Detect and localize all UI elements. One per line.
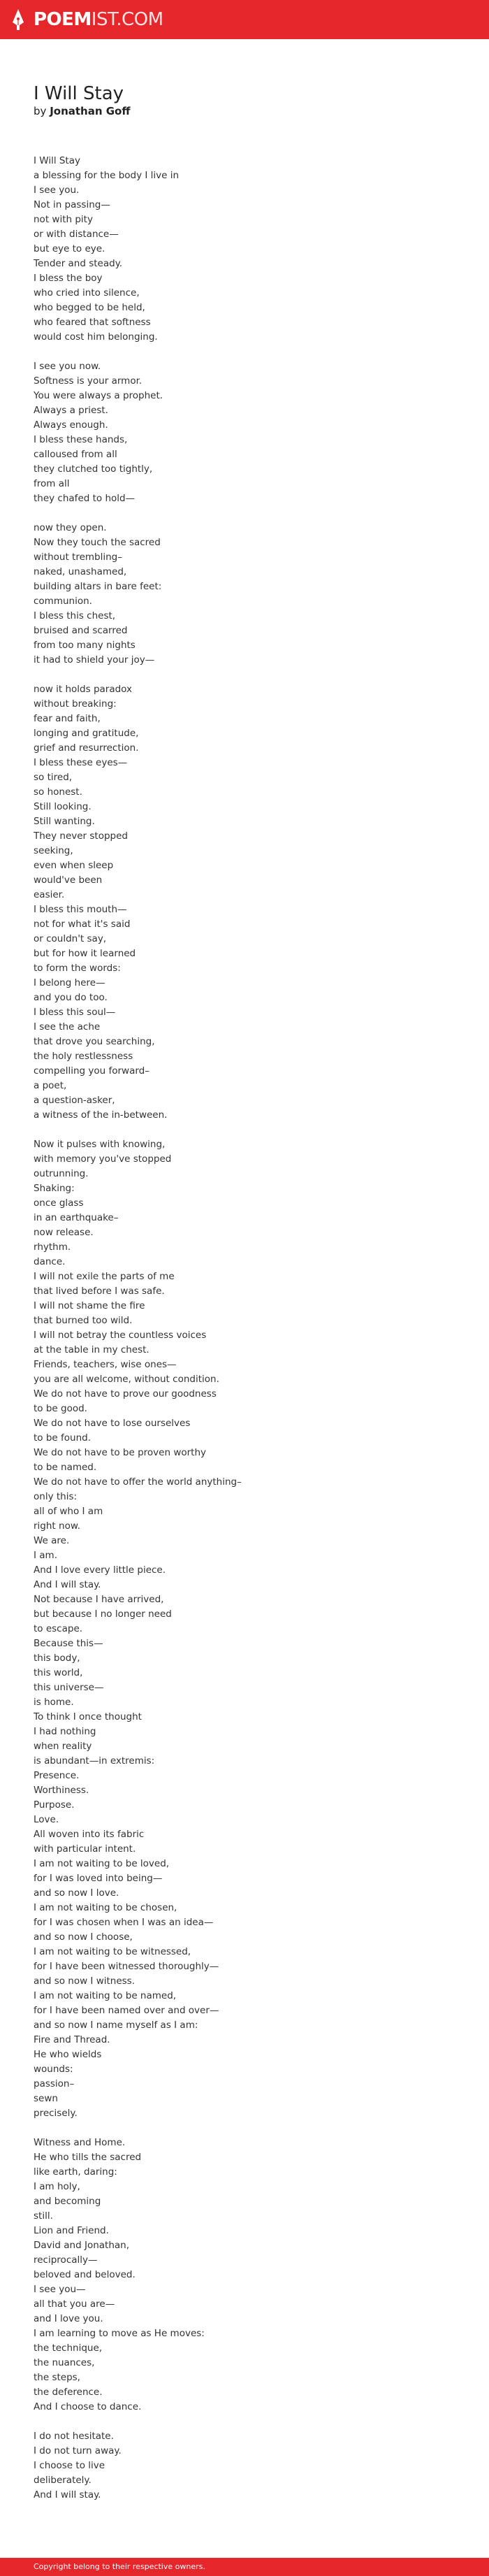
poem-line: I see you— (34, 2284, 86, 2295)
poem-line: easier. (34, 889, 65, 900)
poem-line: for I was loved into being— (34, 1873, 163, 1884)
poem-line: the nuances, (34, 2357, 95, 2368)
poem-line: Always enough. (34, 419, 108, 431)
pen-nib-icon (11, 8, 25, 31)
poem-line: I bless this mouth— (34, 904, 127, 915)
poem-line: I had nothing (34, 1726, 96, 1737)
poem-line: who feared that softness (34, 317, 151, 328)
poem-line: in an earthquake– (34, 1212, 119, 1223)
poem-line: To think I once thought (34, 1711, 142, 1722)
poem-byline (34, 104, 131, 118)
poem-line: All woven into its fabric (34, 1829, 145, 1840)
poem-line: still. (34, 2210, 53, 2222)
poem-line: this universe— (34, 1682, 104, 1693)
poem-title: I Will Stay (34, 83, 124, 104)
poem-line: who cried into silence, (34, 287, 140, 298)
poem-line: longing and gratitude, (34, 728, 139, 739)
poem-line: I see you now. (34, 361, 101, 372)
poem-line: right now. (34, 1520, 80, 1532)
poem-line: I will not shame the fire (34, 1300, 145, 1311)
poem-stanza (34, 359, 453, 506)
poem-line: rhythm. (34, 1242, 71, 1253)
poem-stanza (34, 521, 453, 668)
poem-line: once glass (34, 1197, 84, 1209)
poem-line: that burned too wild. (34, 1315, 133, 1326)
poem-line: and I love you. (34, 2313, 103, 2324)
poem-line: Lion and Friend. (34, 2225, 109, 2236)
site-header (0, 0, 489, 39)
poem-line: communion. (34, 596, 92, 607)
poem-line: Now they touch the sacred (34, 537, 161, 548)
poem-line: even when sleep (34, 860, 114, 871)
poem-line: We are. (34, 1535, 70, 1546)
poem-line: the technique, (34, 2343, 103, 2354)
poem-line: Still looking. (34, 801, 92, 812)
poem-line: I am holy, (34, 2181, 80, 2192)
poem-line: I see the ache (34, 1021, 101, 1032)
poem-line: I am learning to move as He moves: (34, 2328, 205, 2339)
poem-line: beloved and beloved. (34, 2269, 136, 2280)
poem-line: Not because I have arrived, (34, 1594, 164, 1605)
poem-line: I belong here— (34, 977, 105, 988)
poem-line: with particular intent. (34, 1843, 136, 1855)
poem-line: like earth, daring: (34, 2166, 117, 2178)
poem-line: I bless this chest, (34, 610, 116, 621)
logo-strong-text: POEM (34, 9, 92, 30)
poem-line: the steps, (34, 2372, 80, 2383)
poem-line: is home. (34, 1697, 74, 1708)
site-logo-text (34, 10, 163, 29)
byline-prefix: by (34, 105, 47, 117)
poem-line: I choose to live (34, 2460, 105, 2471)
poem-line: I am not waiting to be named, (34, 1990, 177, 2001)
poem-line: when reality (34, 1741, 92, 1752)
poem-line: and so now I choose, (34, 1931, 133, 1943)
poem-line: not for what it's said (34, 919, 131, 930)
poem-stanza (34, 2136, 453, 2415)
poem-line: this body, (34, 1653, 80, 1664)
poem-line: grief and resurrection. (34, 742, 139, 754)
poem-line: I bless these eyes— (34, 757, 128, 768)
poem-line: Fire and Thread. (34, 2034, 110, 2045)
poem-line: He who wields (34, 2049, 102, 2060)
poem-line: the holy restlessness (34, 1051, 133, 1062)
poem-line: Purpose. (34, 1799, 75, 1811)
poem-line: You were always a prophet. (34, 390, 163, 401)
poem-body (34, 154, 453, 2517)
poem-line: not with pity (34, 214, 93, 225)
poem-line: a blessing for the body I live in (34, 170, 180, 181)
poem-line: Always a priest. (34, 405, 108, 416)
poem-line: Still wanting. (34, 816, 95, 827)
site-logo-link[interactable] (11, 0, 163, 39)
poem-line: They never stopped (34, 830, 128, 842)
poem-line: bruised and scarred (34, 625, 128, 636)
poem-line: calloused from all (34, 449, 117, 460)
poem-line: deliberately. (34, 2475, 92, 2486)
poem-line: Not in passing— (34, 199, 110, 210)
poem-line: Shaking: (34, 1183, 75, 1194)
poem-line: wounds: (34, 2064, 73, 2075)
poem-line: Presence. (34, 1770, 80, 1781)
poem-line: to be named. (34, 1462, 97, 1473)
poem-line: Witness and Home. (34, 2137, 126, 2148)
poem-line: I will not betray the countless voices (34, 1330, 207, 1341)
poem-line: Now it pulses with knowing, (34, 1139, 166, 1150)
poem-line: a witness of the in-between. (34, 1109, 168, 1121)
poem-line: We do not have to offer the world anything– (34, 1476, 242, 1488)
poem-line: to be good. (34, 1403, 87, 1414)
poem-line: for I have been named over and over— (34, 2005, 219, 2016)
poem-line: And I choose to dance. (34, 2401, 142, 2412)
poem-line: I do not turn away. (34, 2445, 122, 2456)
poem-line: I Will Stay (34, 155, 80, 166)
poem-line: And I will stay. (34, 2489, 101, 2501)
poem-line: I am not waiting to be loved, (34, 1858, 170, 1869)
poem-line: to escape. (34, 1623, 83, 1634)
poem-line: without trembling– (34, 552, 122, 563)
poem-line: now they open. (34, 522, 107, 533)
poem-line: now it holds paradox (34, 684, 133, 695)
poem-line: and so now I name myself as I am: (34, 2020, 198, 2031)
poem-line: it had to shield your joy— (34, 654, 155, 665)
poem-line: I bless these hands, (34, 434, 128, 445)
poem-line: Softness is your armor. (34, 375, 143, 387)
poem-line: so honest. (34, 786, 82, 798)
poem-line: at the table in my chest. (34, 1344, 149, 1355)
poem-line: this world, (34, 1667, 83, 1678)
poem-line: but eye to eye. (34, 243, 105, 254)
poem-line: dance. (34, 1256, 66, 1267)
poem-line: compelling you forward– (34, 1065, 149, 1077)
poem-line: He who tills the sacred (34, 2152, 142, 2163)
poem-line: I see you. (34, 185, 80, 196)
poem-line: fear and faith, (34, 713, 101, 724)
poem-line: Tender and steady. (34, 258, 123, 269)
poem-line: or couldn't say, (34, 933, 107, 944)
author-link[interactable]: Jonathan Goff (50, 105, 131, 117)
poem-line: to form the words: (34, 963, 121, 974)
poem-line: passion– (34, 2078, 75, 2089)
poem-line: precisely. (34, 2108, 78, 2119)
poem-line: outrunning. (34, 1168, 89, 1179)
poem-line: reciprocally— (34, 2254, 98, 2266)
poem-line: all of who I am (34, 1506, 103, 1517)
poem-stanza (34, 154, 453, 345)
poem-line: And I love every little piece. (34, 1564, 166, 1576)
poem-line: but because I no longer need (34, 1609, 172, 1620)
poem-line: We do not have to be proven worthy (34, 1447, 207, 1458)
poem-line: only this: (34, 1491, 78, 1502)
poem-line: from too many nights (34, 640, 136, 651)
poem-line: but for how it learned (34, 948, 136, 959)
poem-stanza (34, 2429, 453, 2503)
poem-line: And I will stay. (34, 1579, 101, 1590)
poem-line: so tired, (34, 772, 73, 783)
poem-line: now release. (34, 1227, 94, 1238)
poem-line: or with distance— (34, 229, 119, 240)
poem-line: I do not hesitate. (34, 2431, 114, 2442)
poem-line: a question-asker, (34, 1095, 115, 1106)
poem-line: from all (34, 478, 70, 489)
poem-line: I bless the boy (34, 273, 103, 284)
poem-line: would cost him belonging. (34, 331, 158, 343)
poem-line: I am not waiting to be witnessed, (34, 1946, 191, 1957)
site-footer (0, 2558, 489, 2576)
poem-line: and so now I love. (34, 1887, 119, 1899)
poem-line: with memory you've stopped (34, 1153, 172, 1165)
poem-line: they chafed to hold— (34, 493, 136, 504)
poem-line: that drove you searching, (34, 1036, 155, 1047)
logo-light-text: IST.COM (91, 9, 163, 30)
poem-line: building altars in bare feet: (34, 581, 162, 592)
poem-line: the deference. (34, 2387, 103, 2398)
poem-line: you are all welcome, without condition. (34, 1374, 219, 1385)
poem-line: sewn (34, 2093, 58, 2104)
poem-line: Friends, teachers, wise ones— (34, 1359, 177, 1370)
poem-line: and you do too. (34, 992, 108, 1003)
poem-line: who begged to be held, (34, 302, 145, 313)
poem-line: I am not waiting to be chosen, (34, 1902, 177, 1913)
copyright-text: Copyright belong to their respective owners. (34, 2562, 205, 2571)
poem-line: Love. (34, 1814, 59, 1825)
poem-line: Because this— (34, 1638, 103, 1649)
poem-line: to be found. (34, 1432, 91, 1444)
poem-line: We do not have to prove our goodness (34, 1388, 217, 1399)
poem-line: and becoming (34, 2196, 101, 2207)
poem-line: that lived before I was safe. (34, 1286, 165, 1297)
poem-line: for I was chosen when I was an idea— (34, 1917, 214, 1928)
poem-line: David and Jonathan, (34, 2240, 129, 2251)
poem-stanza (34, 1137, 453, 2121)
poem-line: and so now I witness. (34, 1976, 135, 1987)
poem-line: seeking, (34, 845, 73, 856)
poem-line: I bless this soul— (34, 1007, 116, 1018)
poem-line: all that you are— (34, 2298, 115, 2310)
poem-line: without breaking: (34, 698, 117, 710)
poem-line: I will not exile the parts of me (34, 1271, 175, 1282)
poem-line: they clutched too tightly, (34, 463, 153, 475)
poem-line: a poet, (34, 1080, 67, 1091)
poem-line: is abundant—in extremis: (34, 1755, 155, 1766)
poem-stanza (34, 682, 453, 1123)
poem-line: We do not have to lose ourselves (34, 1418, 191, 1429)
poem-line: would've been (34, 875, 103, 886)
poem-line: naked, unashamed, (34, 566, 127, 577)
poem-line: I am. (34, 1550, 57, 1561)
poem-line: for I have been witnessed thoroughly— (34, 1961, 219, 1972)
poem-line: Worthiness. (34, 1785, 89, 1796)
